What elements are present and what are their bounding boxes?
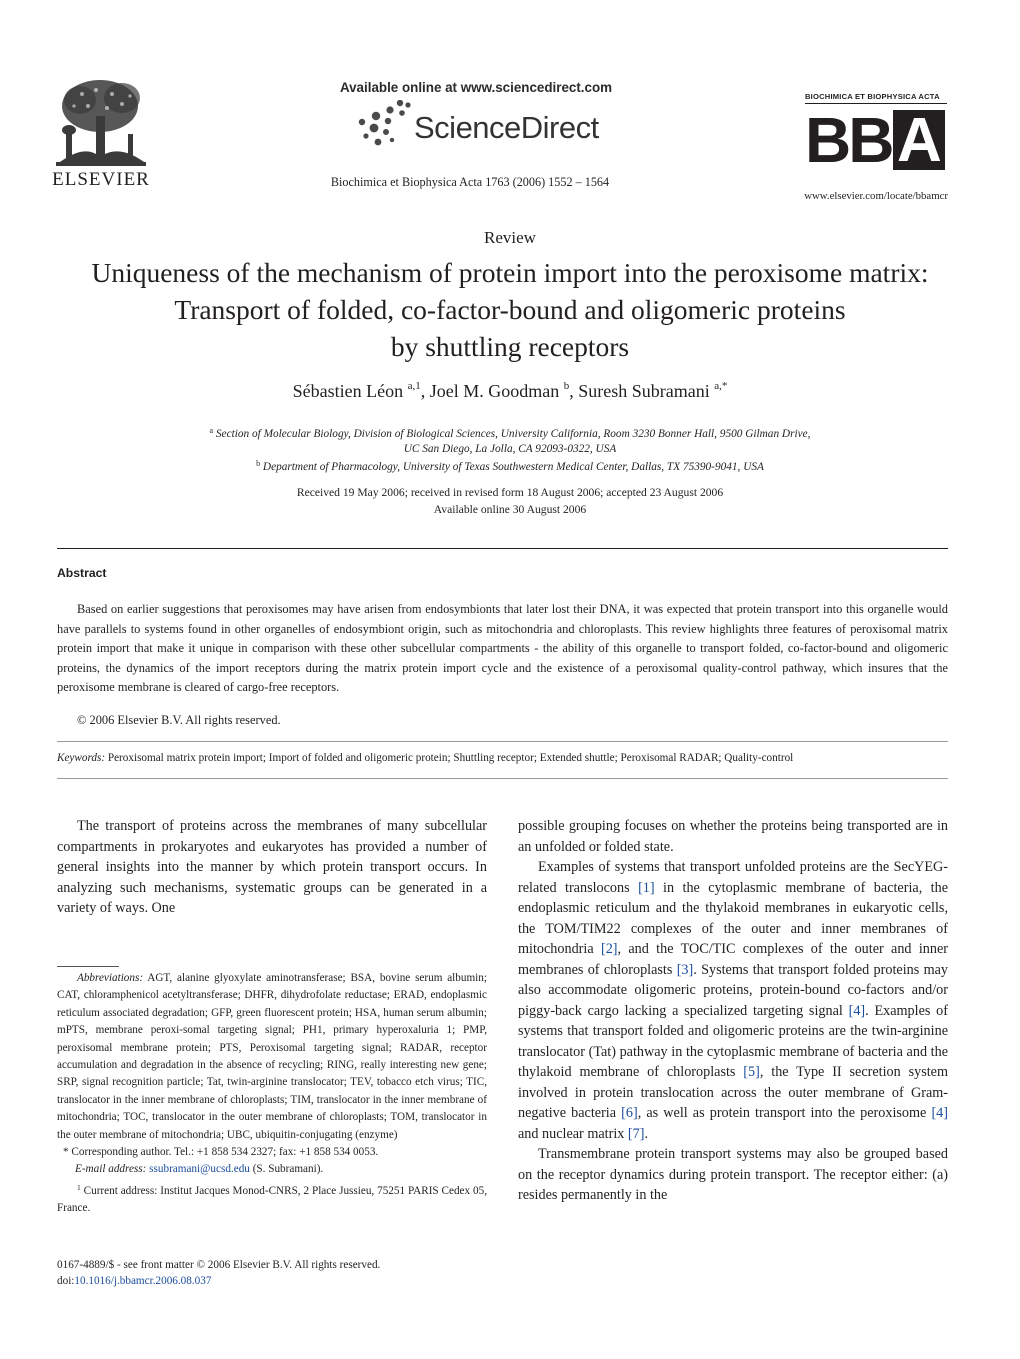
sciencedirect-wordmark: ScienceDirect: [414, 110, 599, 145]
affiliation-a-cont: [60, 443, 960, 455]
author-name: Sébastien Léon: [292, 381, 404, 401]
publisher-name: ELSEVIER: [52, 169, 150, 190]
body-paragraph: possible grouping focuses on whether the proteins being transported are in an unfolded or folded state.: [518, 818, 948, 855]
current-address-footnote: [57, 1179, 487, 1218]
email-footnote: [57, 1161, 487, 1178]
affiliation-b: [60, 459, 960, 473]
journal-reference: Biochimica et Biophysica Acta 1763 (2006) 1552 – 1564: [330, 175, 610, 189]
citation-link[interactable]: [2]: [600, 941, 618, 957]
abbreviations-text: AGT, alanine glyoxylate aminotransferase; BSA, bovine serum albumin; CAT, chloramphenicol acetyltransferase; DHFR, dihydrofolate reductase; ERAD, endoplasmic reticulum associated degradation; GFP, green fluorescent protein; HSA, human serum albumin; mPTS, membrane peroxi-somal targeting signal; PH1, primary hyperoxaluria 1; PMP, peroxisomal membrane protein; PTS, Peroxisomal targeting signal; RADAR, receptor accumulation and degradation in the absence of recycling; RING, really interesting new gene; SRP, signal recognition particle; Tat, twin-arginine translocator; TEV, tobacco etch virus; TIC, translocator in the inner membrane of chloroplasts; TIM, translocator in the inner membrane of mitochondria; TOC, translocator in the outer membrane of chloroplasts; TOM, translocator in the outer membrane of mitochondria; UBC, ubiquitin-conjugating (enzyme): [57, 972, 487, 1141]
affiliation-mark: b: [256, 459, 261, 468]
keywords-text: Peroxisomal matrix protein import; Import of folded and oligomeric protein; Shuttling receptor; Extended shuttle; Peroxisomal RADAR; Quality-control: [105, 752, 794, 764]
text-run: , and the TOC/TIC complexes of the outer and inner membranes of chloroplasts: [518, 941, 948, 978]
body-paragraph: The transport of proteins across the membranes of many subcellular compartments in prokaryotes and eukaryotes has provided a number of general insights into the manner by which protein transport occurs. In analyzing such mechanisms, systematic groups can be generated in a variety of ways. One: [57, 818, 487, 916]
bba-letters: [805, 104, 947, 176]
sciencedirect-dots-icon: [352, 100, 414, 148]
elsevier-tree-icon: [52, 76, 150, 170]
available-online-text[interactable]: Available online at www.sciencedirect.com: [339, 80, 613, 95]
author-separator: ,: [569, 381, 579, 401]
affiliation-text: Department of Pharmacology, University of Texas Southwestern Medical Center, Dallas, TX 75390-9041, USA: [262, 461, 764, 473]
author-name: Joel M. Goodman: [429, 381, 560, 401]
keywords: [57, 752, 952, 764]
body-column-right: [518, 816, 948, 1206]
text-run: and nuclear matrix: [518, 1125, 628, 1142]
title-line-3: by shuttling receptors: [390, 331, 630, 362]
author-separator: ,: [420, 381, 430, 401]
email-tail: (S. Subramani).: [249, 1163, 324, 1176]
citation-link[interactable]: [3]: [676, 961, 694, 978]
author-name: Suresh Subramani: [578, 381, 710, 401]
email-label: E-mail address:: [75, 1163, 147, 1176]
text-run: in the cytoplasmic membrane of bacteria, the endoplasmic reticulum and the thylakoid membranes in eukaryotic cells, the TOM/TIM22 complexes of the outer and inner membranes of mitochondria: [518, 879, 948, 957]
body-paragraph: Transmembrane protein transport systems may also be grouped based on the receptor dynamics during protein transport. The receptor either: (a) resides permanently in the: [518, 1146, 948, 1203]
available-online-date: Available online 30 August 2006: [433, 503, 587, 516]
text-run: , the Type II secretion system involved in protein translocation across the outer membrane of Gram-negative bacteria: [518, 1064, 948, 1121]
citation-link[interactable]: [7]: [627, 1125, 645, 1142]
bba-journal-title: BIOCHIMICA ET BIOPHYSICA ACTA: [805, 92, 947, 104]
author-affiliation-mark: a,1: [407, 380, 421, 392]
citation-link[interactable]: [1]: [638, 879, 655, 896]
doi-line: [57, 1273, 380, 1289]
sciencedirect-logo: [352, 100, 602, 148]
received-dates: Received 19 May 2006; received in revised form 18 August 2006; accepted 23 August 2006: [296, 486, 724, 499]
text-run: . Examples of systems that transport folded and oligomeric proteins are the twin-arginine translocator (Tat) pathway in the cytoplasmic membrane of bacteria and the thylakoid membrane of chloroplasts: [518, 1002, 948, 1080]
footnote-mark: 1: [77, 1182, 81, 1192]
author-list: [0, 380, 1020, 402]
affiliation-mark: a: [209, 426, 214, 435]
email-link[interactable]: ssubramani@ucsd.edu: [149, 1163, 250, 1176]
abstract-text: Based on earlier suggestions that peroxisomes may have arisen from endosymbionts that later lost their DNA, it was expected that protein transport into this organelle would have parallels to systems found in other organelles of endosymbiont origin, such as mitochondria and chloroplasts. This review highlights three features of peroxisomal matrix protein import that make it unique in comparison with these other subcellular compartments - the ability of this organelle to transport folded, co-factor-bound and oligomeric proteins, the dynamics of the import receptors during the matrix protein import cycle and the existence of a peroxisomal quality-control pathway, which insures that the peroxisome membrane is cleared of cargo-free receptors.: [57, 602, 948, 694]
abstract-heading: Abstract: [57, 566, 107, 580]
title-line-1: Uniqueness of the mechanism of protein import into the peroxisome matrix:: [91, 257, 929, 288]
body-column-left: [57, 816, 487, 919]
divider: [57, 741, 948, 742]
current-address-text: Current address: Institut Jacques Monod-CNRS, 2 Place Jussieu, 75251 PARIS Cedex 05, France.: [57, 1184, 487, 1215]
text-run: .: [644, 1125, 648, 1142]
divider: [57, 548, 948, 549]
article-meta: [57, 1257, 380, 1289]
footnotes: [57, 970, 487, 1218]
author-affiliation-mark: a,*: [714, 380, 728, 392]
divider: [57, 778, 948, 779]
citation-link[interactable]: [4]: [848, 1002, 866, 1019]
citation-link[interactable]: [5]: [743, 1064, 760, 1080]
affiliation-a: [60, 426, 960, 440]
article-type: Review: [484, 228, 536, 247]
text-run: Examples of systems that transport unfolded proteins are the SecYEG-related translocons: [518, 859, 948, 896]
bba-logo: [805, 92, 947, 176]
doi-label: doi:: [57, 1275, 75, 1287]
article-title: [40, 254, 980, 365]
corresponding-author: * Corresponding author. Tel.: +1 858 534 2327; fax: +1 858 534 0053.: [63, 1146, 379, 1159]
citation-link[interactable]: [4]: [931, 1105, 948, 1121]
keywords-label: Keywords:: [57, 752, 106, 764]
title-line-2: Transport of folded, co-factor-bound and oligomeric proteins: [174, 294, 846, 325]
affiliation-text: Section of Molecular Biology, Division of Biological Sciences, University California, Room 3230 Bonner Hall, 9500 Gilman Drive,: [215, 428, 811, 440]
bba-a: A: [893, 110, 945, 170]
body-paragraph: [518, 857, 948, 1144]
text-run: . Systems that transport folded proteins may also accommodate oligomeric proteins, protein-bound co-factors and/or piggy-back cargo lacking a specialized targeting signal: [518, 961, 948, 1019]
issn-line: 0167-4889/$ - see front matter © 2006 Elsevier B.V. All rights reserved.: [57, 1259, 381, 1271]
abbreviations-footnote: [57, 970, 487, 1144]
bba-bb: BB: [805, 104, 892, 176]
journal-url[interactable]: www.elsevier.com/locate/bbamcr: [804, 190, 948, 202]
author-affiliation-mark: b: [563, 380, 570, 392]
abbreviations-label: Abbreviations:: [77, 972, 144, 984]
doi-link[interactable]: 10.1016/j.bbamcr.2006.08.037: [74, 1275, 212, 1287]
affiliation-text: UC San Diego, La Jolla, CA 92093-0322, USA: [403, 443, 617, 455]
elsevier-logo: [52, 76, 150, 188]
citation-link[interactable]: [6]: [621, 1105, 638, 1121]
abstract-copyright: © 2006 Elsevier B.V. All rights reserved.: [77, 713, 281, 727]
text-run: , as well as protein transport into the peroxisome: [637, 1105, 932, 1121]
footnote-divider: [57, 966, 119, 967]
